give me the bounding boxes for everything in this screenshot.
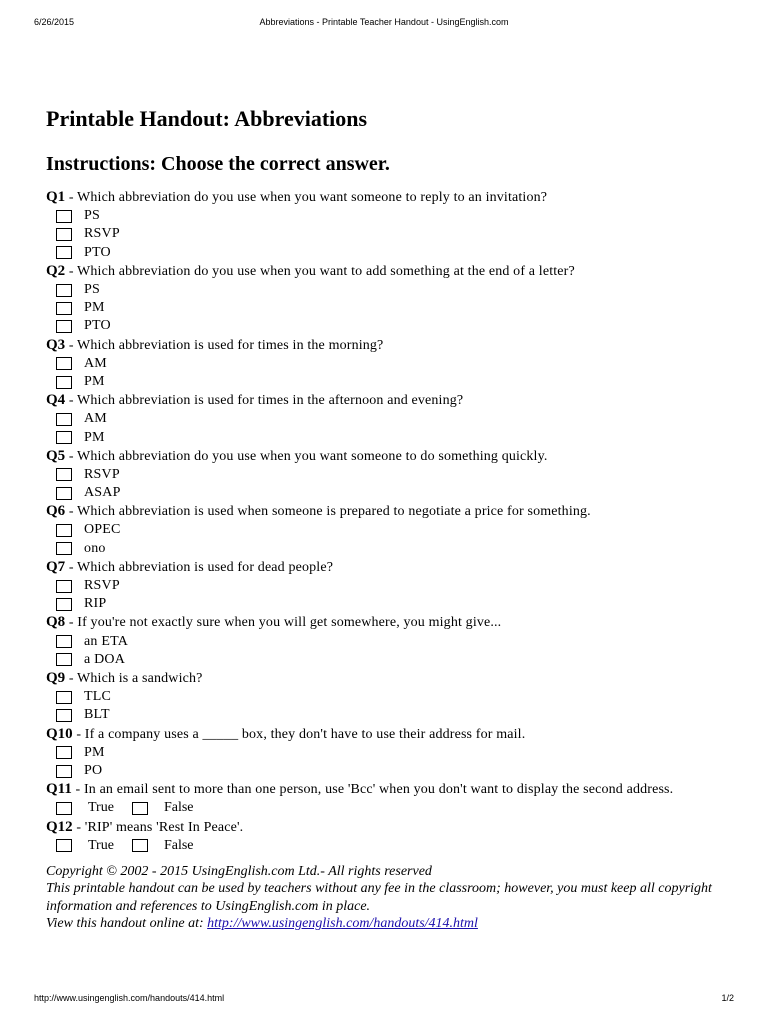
answer-option (46, 484, 726, 502)
answer-label: PS (84, 281, 100, 297)
answer-option (46, 744, 726, 762)
question-number: Q4 (46, 392, 66, 409)
online-link-line (46, 915, 726, 933)
answer-checkbox[interactable] (56, 413, 72, 426)
question-number: Q2 (46, 262, 66, 279)
answer-label: ono (84, 540, 106, 556)
question-text: - Which abbreviation is used when someone is prepared to negotiate a price for something. (65, 504, 591, 520)
question (46, 780, 726, 817)
question (46, 391, 726, 447)
copyright-line: Copyright © 2002 - 2015 UsingEnglish.com Ltd.- All rights reserved (46, 863, 432, 879)
question-line (46, 558, 726, 577)
answer-label: AM (84, 355, 107, 371)
answer-label: False (163, 800, 194, 816)
answer-label: False (163, 837, 194, 853)
instructions: Instructions: Choose the correct answer. (46, 153, 390, 175)
answer-options (46, 521, 726, 557)
answer-label: a DOA (84, 651, 126, 667)
answer-option (46, 410, 726, 428)
question (46, 336, 726, 392)
question-text: - Which abbreviation do you use when you want someone to reply to an invitation? (65, 190, 548, 205)
page-number: 1/2 (721, 993, 734, 1003)
answer-label: TLC (84, 689, 112, 705)
answer-label: PM (84, 300, 105, 316)
question-number: Q11 (46, 781, 72, 798)
question-text: - If a company uses a _____ box, they don't have to use their address for mail. (72, 726, 526, 742)
answer-label: PM (84, 373, 105, 389)
true-false-options (46, 799, 726, 817)
answer-options (46, 355, 726, 391)
answer-checkbox[interactable] (56, 580, 72, 593)
question (46, 613, 726, 669)
question-line (46, 336, 726, 355)
answer-label: ASAP (84, 485, 121, 501)
answer-checkbox[interactable] (56, 524, 72, 537)
question-line (46, 725, 726, 744)
page-title: Printable Handout: Abbreviations (46, 106, 368, 131)
answer-option (46, 429, 726, 447)
question-text: - 'RIP' means 'Rest In Peace'. (72, 819, 244, 835)
question-list (46, 188, 726, 855)
print-footer (0, 991, 768, 1005)
answer-options (46, 577, 726, 613)
answer-options (46, 633, 726, 669)
answer-option (46, 373, 726, 391)
answer-label: RSVP (84, 226, 120, 242)
answer-option (46, 762, 726, 780)
question (46, 188, 726, 262)
answer-options (46, 688, 726, 724)
question (46, 818, 726, 855)
true-false-options (46, 837, 726, 855)
answer-label: PM (84, 429, 105, 445)
print-page-title: Abbreviations - Printable Teacher Handout - UsingEnglish.com (259, 17, 509, 27)
answer-label: AM (84, 411, 107, 427)
answer-checkbox[interactable] (56, 284, 72, 297)
question-number: Q5 (46, 447, 66, 464)
question-text: - Which abbreviation is used for times in the afternoon and evening? (65, 393, 464, 409)
answer-label: RSVP (84, 578, 120, 594)
question-line (46, 669, 726, 688)
question-line (46, 818, 726, 837)
answer-checkbox[interactable] (56, 765, 72, 778)
answer-option (46, 540, 726, 558)
question-text: - Which is a sandwich? (65, 671, 203, 686)
question-text: - If you're not exactly sure when you will get somewhere, you might give... (65, 615, 502, 631)
footer-url: http://www.usingenglish.com/handouts/414.html (34, 993, 225, 1003)
answer-option (46, 281, 726, 299)
question-line (46, 780, 726, 799)
answer-checkbox[interactable] (56, 302, 72, 315)
question-number: Q9 (46, 670, 66, 686)
answer-checkbox[interactable] (56, 598, 72, 611)
answer-checkbox[interactable] (56, 635, 72, 648)
question-number: Q8 (46, 614, 66, 631)
question-number: Q7 (46, 558, 66, 575)
question-line (46, 447, 726, 466)
question (46, 669, 726, 725)
answer-checkbox[interactable] (56, 709, 72, 722)
answer-option (46, 577, 726, 595)
question-text: - In an email sent to more than one person, use 'Bcc' when you don't want to display the second address. (71, 782, 674, 798)
answer-options (46, 410, 726, 446)
answer-checkbox[interactable] (56, 320, 72, 333)
answer-checkbox[interactable] (56, 357, 72, 370)
answer-label: PTO (84, 318, 111, 334)
answer-option (46, 651, 726, 669)
answer-checkbox[interactable] (56, 691, 72, 704)
answer-checkbox[interactable] (56, 802, 72, 815)
answer-option (46, 706, 726, 724)
answer-checkbox[interactable] (56, 746, 72, 759)
question-line (46, 262, 726, 281)
answer-option (46, 225, 726, 243)
question-text: - Which abbreviation is used for times in the morning? (65, 337, 384, 353)
answer-option (46, 207, 726, 225)
answer-checkbox[interactable] (56, 653, 72, 666)
question-line (46, 613, 726, 632)
handout-link[interactable]: http://www.usingenglish.com/handouts/414.html (207, 916, 478, 932)
answer-options (46, 207, 726, 262)
question-text: - Which abbreviation do you use when you want to add something at the end of a letter? (65, 263, 575, 279)
question-text: - Which abbreviation is used for dead people? (65, 559, 334, 575)
answer-checkbox[interactable] (56, 487, 72, 500)
answer-option (46, 595, 726, 613)
answer-checkbox[interactable] (56, 376, 72, 389)
answer-label: PO (84, 762, 103, 778)
answer-label: True (88, 837, 114, 853)
answer-label: RSVP (84, 466, 120, 482)
question-line (46, 502, 726, 521)
answer-option (46, 466, 726, 484)
answer-checkbox[interactable] (56, 542, 72, 555)
question-line (46, 391, 726, 410)
answer-option (46, 521, 726, 539)
question (46, 502, 726, 558)
answer-checkbox[interactable] (56, 431, 72, 444)
answer-label: RIP (84, 596, 107, 612)
answer-option (46, 317, 726, 335)
online-link-prefix: View this handout online at: (46, 916, 208, 932)
answer-label: PTO (84, 244, 111, 260)
answer-option (46, 299, 726, 317)
answer-checkbox[interactable] (56, 246, 72, 259)
question-number: Q1 (46, 189, 66, 205)
usage-note: This printable handout can be used by teachers without any fee in the classroom; however, you must keep all copyright information and references to UsingEnglish.com in place. (46, 881, 712, 914)
answer-checkbox[interactable] (56, 228, 72, 241)
answer-label: PS (84, 208, 100, 224)
question (46, 447, 726, 503)
answer-checkbox[interactable] (132, 802, 148, 815)
handout-page (46, 102, 726, 933)
answer-option (46, 355, 726, 373)
answer-label: PM (84, 744, 105, 760)
answer-option (46, 688, 726, 706)
print-date: 6/26/2015 (34, 17, 75, 27)
print-header (0, 15, 768, 29)
answer-checkbox[interactable] (56, 468, 72, 481)
question (46, 558, 726, 614)
answer-checkbox[interactable] (56, 210, 72, 223)
answer-label: an ETA (84, 633, 129, 649)
question (46, 262, 726, 336)
answer-options (46, 466, 726, 502)
answer-checkbox[interactable] (56, 839, 72, 852)
answer-option (46, 244, 726, 262)
question-number: Q6 (46, 503, 66, 520)
question-line (46, 188, 726, 207)
answer-label: True (88, 800, 114, 816)
answer-label: OPEC (84, 522, 121, 538)
answer-options (46, 744, 726, 780)
question (46, 725, 726, 781)
answer-option (46, 633, 726, 651)
answer-checkbox[interactable] (132, 839, 148, 852)
answer-options (46, 281, 726, 336)
question-number: Q12 (46, 818, 73, 835)
question-number: Q10 (46, 725, 73, 742)
copyright-block (46, 863, 726, 933)
question-text: - Which abbreviation do you use when you want someone to do something quickly. (65, 448, 548, 464)
question-number: Q3 (46, 336, 66, 353)
answer-label: BLT (84, 707, 110, 723)
